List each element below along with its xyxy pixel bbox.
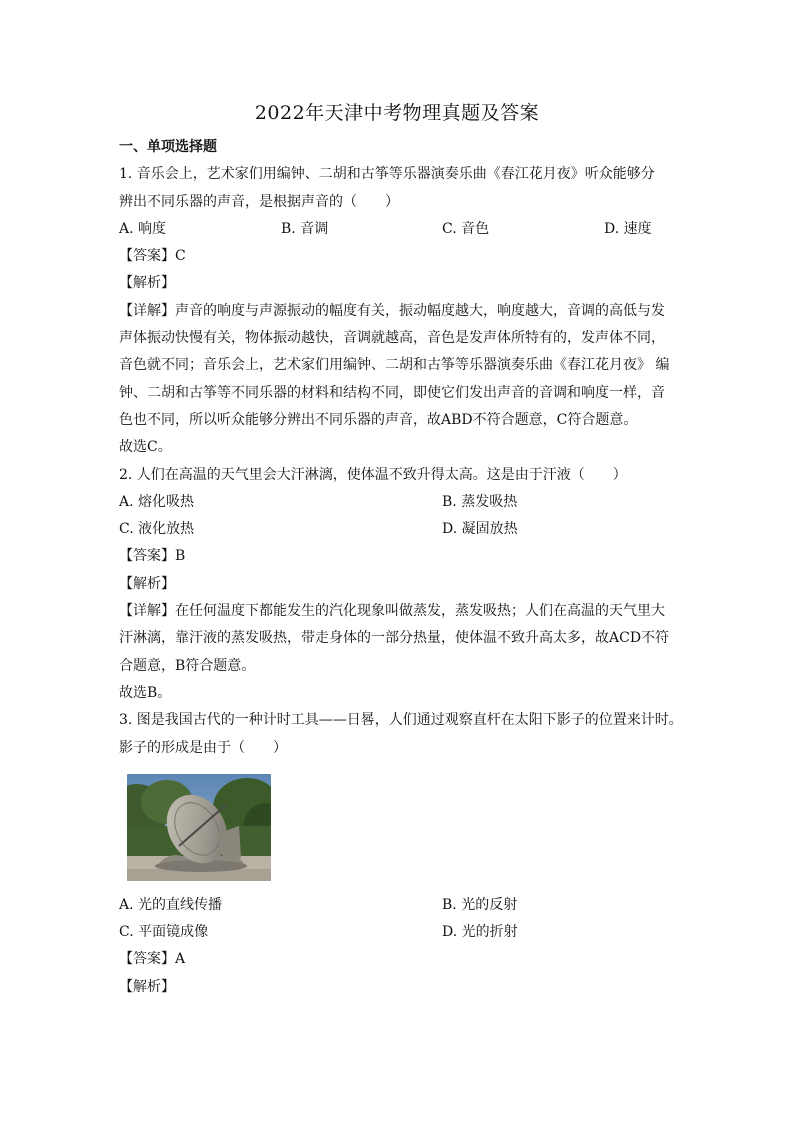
- q2-detail-line1: 【详解】在任何温度下都能发生的汽化现象叫做蒸发，蒸发吸热；人们在高温的天气里大: [119, 603, 665, 620]
- sundial-photo: [127, 774, 271, 881]
- q3-stem-line2: 影子的形成是由于（ ）: [119, 739, 287, 756]
- q3-analysis-heading: 【解析】: [119, 978, 175, 995]
- q3-stem-line1: 3. 图是我国古代的一种计时工具——日晷，人们通过观察直杆在太阳下影子的位置来计时。: [119, 712, 683, 729]
- q1-stem-line1: 1. 音乐会上，艺术家们用编钟、二胡和古筝等乐器演奏乐曲《春江花月夜》听众能够分: [119, 166, 655, 183]
- q2-options-row2: [119, 516, 679, 543]
- q3-figure: [119, 762, 679, 892]
- q2-answer: 【答案】B: [119, 548, 186, 565]
- q1-answer: 【答案】C: [119, 248, 186, 265]
- q1-stem-line2: 辨出不同乐器的声音，是根据声音的（ ）: [119, 193, 399, 210]
- q1-option-c: C. 音色: [442, 220, 490, 237]
- q3-option-c: C. 平面镜成像: [119, 924, 209, 941]
- q3-options-row2: [119, 919, 679, 946]
- q3-option-d: D. 光的折射: [442, 924, 518, 941]
- section-heading: 一、单项选择题: [119, 139, 217, 155]
- q2-stem-line1: 2. 人们在高温的天气里会大汗淋漓，使体温不致升得太高。这是由于汗液（ ）: [119, 466, 627, 483]
- q2-option-a: A. 熔化吸热: [119, 493, 195, 510]
- q1-detail-line2: 声体振动快慢有关，物体振动越快，音调就越高，音色是发声体所特有的，发声体不同，: [119, 330, 665, 347]
- q2-option-b: B. 蒸发吸热: [442, 493, 518, 510]
- q3-option-a: A. 光的直线传播: [119, 896, 223, 913]
- document-title: 2022年天津中考物理真题及答案: [254, 102, 540, 124]
- q3-options-row1: [119, 892, 679, 919]
- q3-option-b: B. 光的反射: [442, 896, 518, 913]
- q1-options: [119, 216, 679, 243]
- q2-option-c: C. 液化放热: [119, 521, 195, 538]
- q1-detail-line3: 音色就不同；音乐会上，艺术家们用编钟、二胡和古筝等乐器演奏乐曲《春江花月夜》 编: [119, 357, 670, 374]
- q1-option-d: D. 速度: [604, 220, 652, 237]
- q1-option-b: B. 音调: [281, 220, 329, 237]
- sundial-image: [127, 774, 271, 881]
- q1-detail-line1: 【详解】声音的响度与声源振动的幅度有关，振动幅度越大，响度越大，音调的高低与发: [119, 302, 665, 319]
- q1-option-a: A. 响度: [119, 220, 167, 237]
- q1-conclusion: 故选C。: [119, 439, 172, 456]
- q1-analysis-heading: 【解析】: [119, 275, 175, 292]
- q1-detail-line5: 色也不同，所以听众能够分辨出不同乐器的声音，故ABD不符合题意，C符合题意。: [119, 411, 638, 428]
- q3-answer: 【答案】A: [119, 951, 186, 968]
- q2-detail-line2: 汗淋漓，靠汗液的蒸发吸热，带走身体的一部分热量，使体温不致升高太多，故ACD不符: [119, 630, 670, 647]
- q2-options-row1: [119, 489, 679, 516]
- q2-option-d: D. 凝固放热: [442, 521, 518, 538]
- q2-conclusion: 故选B。: [119, 684, 172, 701]
- document-body: [119, 134, 683, 1001]
- q2-analysis-heading: 【解析】: [119, 575, 175, 592]
- q2-detail-line3: 合题意，B符合题意。: [119, 657, 256, 674]
- q1-detail-line4: 钟、二胡和古筝等不同乐器的材料和结构不同，即使它们发出声音的音调和响度一样，音: [119, 384, 665, 401]
